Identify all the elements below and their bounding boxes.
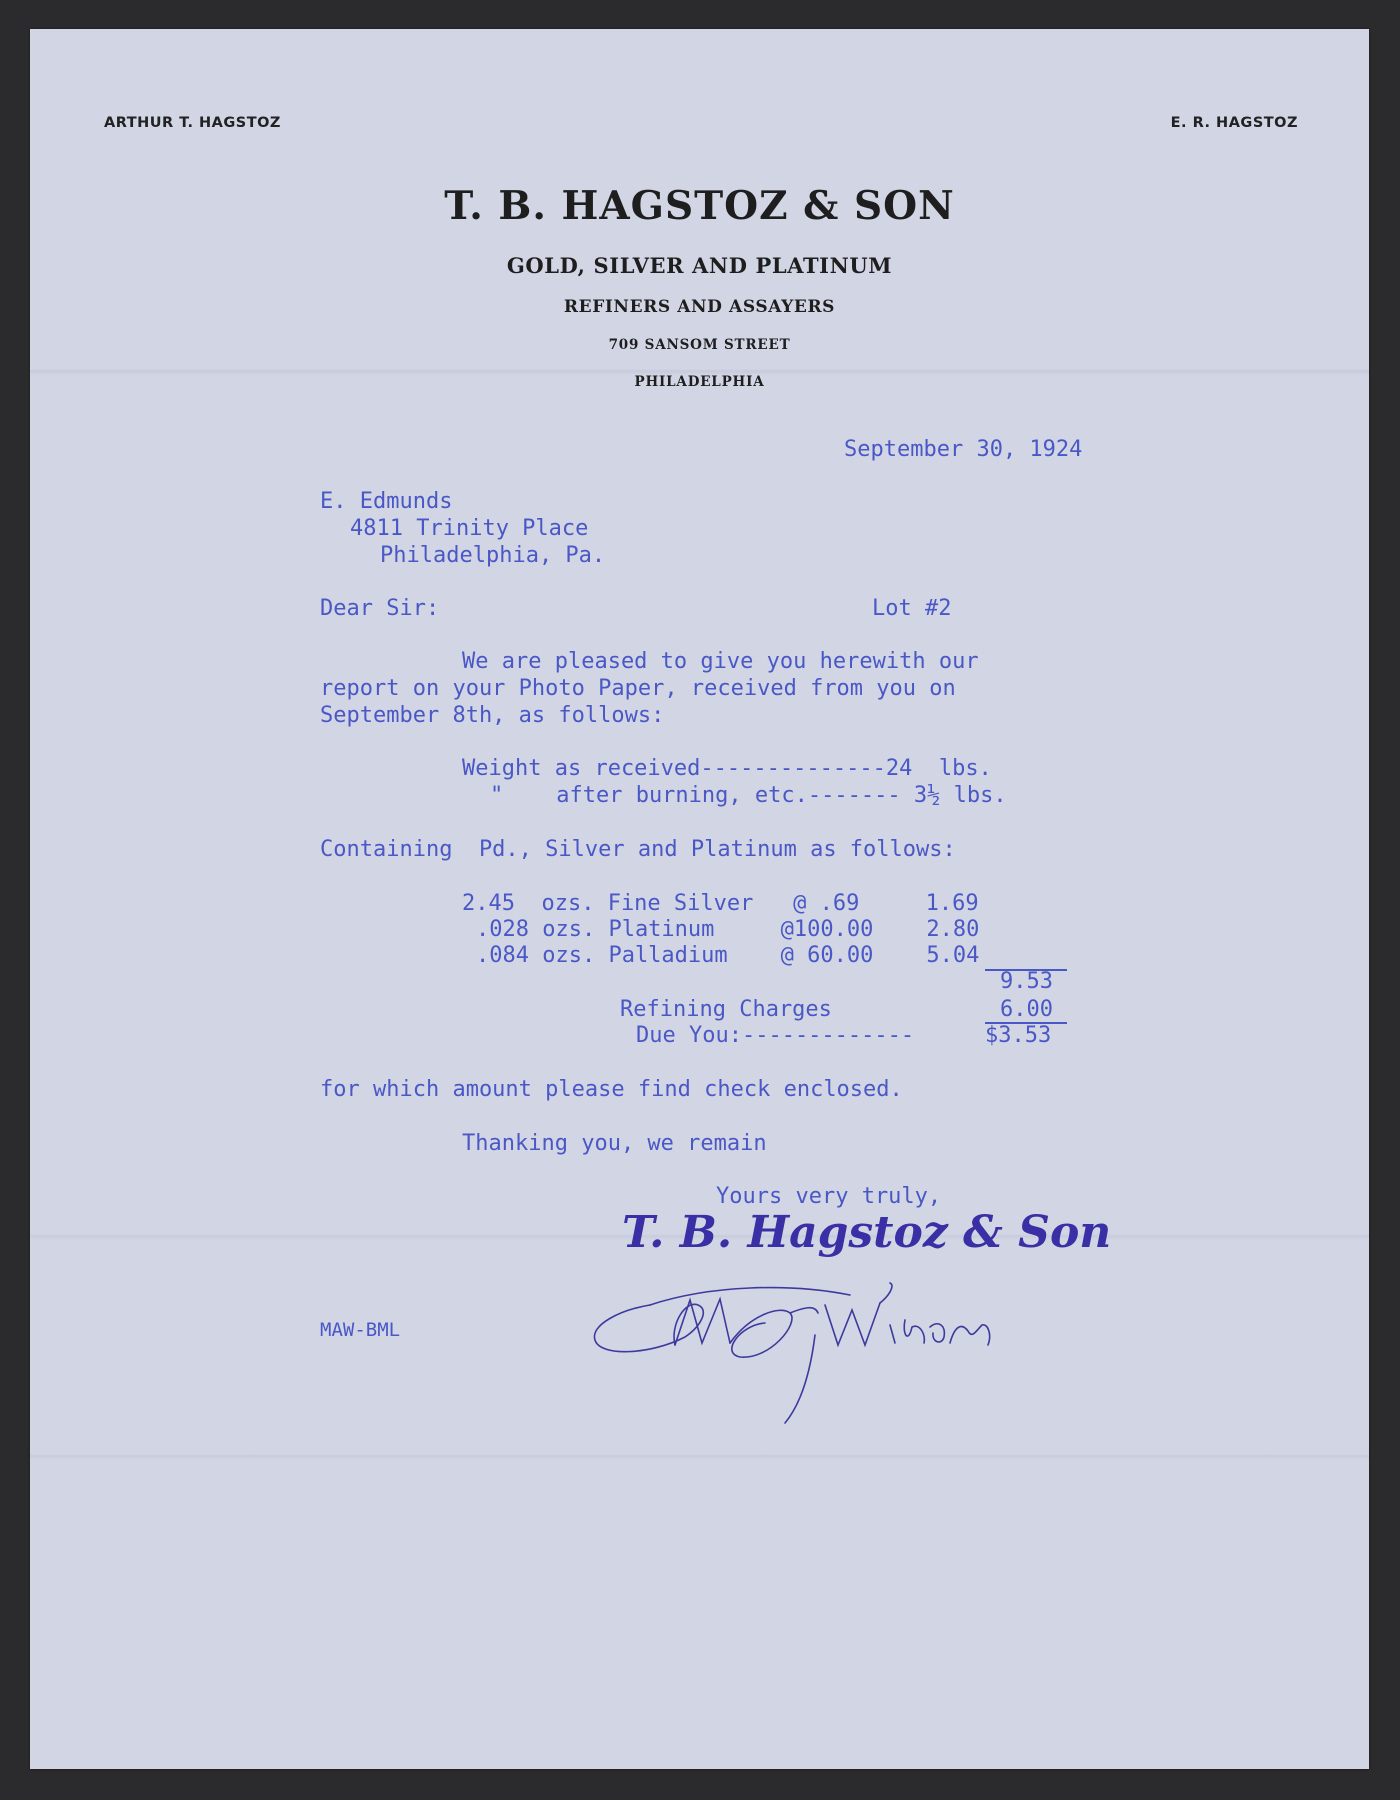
firm-name: T. B. HAGSTOZ & SON: [444, 183, 955, 229]
intro-line: We are pleased to give you herewith our: [462, 649, 979, 674]
recipient-name: E. Edmunds: [320, 489, 453, 514]
company-stamp: T. B. Hagstoz & Son: [622, 1207, 1112, 1258]
letter-sheet: [30, 29, 1369, 1769]
due-label: Due You:-------------: [636, 1023, 915, 1048]
item-fine-silver: 2.45 ozs. Fine Silver @ .69 1.69: [462, 891, 979, 916]
recipient-street: 4811 Trinity Place: [350, 516, 589, 541]
item-platinum: .028 ozs. Platinum @100.00 2.80: [476, 917, 980, 942]
subtotal: 9.53: [1000, 969, 1053, 994]
letter-date: September 30, 1924: [844, 437, 1083, 462]
firm-services: REFINERS AND ASSAYERS: [563, 297, 836, 317]
salutation: Dear Sir:: [320, 596, 440, 621]
recipient-city: Philadelphia, Pa.: [380, 543, 606, 568]
firm-tagline: GOLD, SILVER AND PLATINUM: [506, 253, 893, 278]
refining-label: Refining Charges: [620, 997, 832, 1022]
due-amount: $3.53: [985, 1023, 1052, 1048]
containing-line: Containing Pd., Silver and Platinum as follows:: [320, 837, 956, 862]
refining-amount: 6.00: [1000, 997, 1053, 1022]
intro-line: September 8th, as follows:: [320, 703, 665, 728]
partner-name-left: ARTHUR T. HAGSTOZ: [104, 115, 281, 131]
enclosed-line: for which amount please find check enclosed.: [320, 1077, 903, 1102]
lot-number: Lot #2: [872, 596, 952, 621]
thanks-line: Thanking you, we remain: [462, 1131, 767, 1156]
intro-line: report on your Photo Paper, received from you on: [320, 676, 956, 701]
firm-city: PHILADELPHIA: [634, 374, 765, 390]
weight-received: Weight as received--------------24 lbs.: [462, 756, 992, 781]
item-palladium: .084 ozs. Palladium @ 60.00 5.04: [476, 943, 980, 968]
closing-line: Yours very truly,: [716, 1184, 942, 1209]
handwritten-signature: [590, 1265, 1110, 1425]
partner-name-right: E. R. HAGSTOZ: [1170, 115, 1298, 131]
weight-after-burning: " after burning, etc.------- 3½ lbs.: [490, 783, 1007, 808]
firm-address: 709 SANSOM STREET: [608, 337, 791, 353]
typist-initials: MAW-BML: [320, 1319, 401, 1341]
